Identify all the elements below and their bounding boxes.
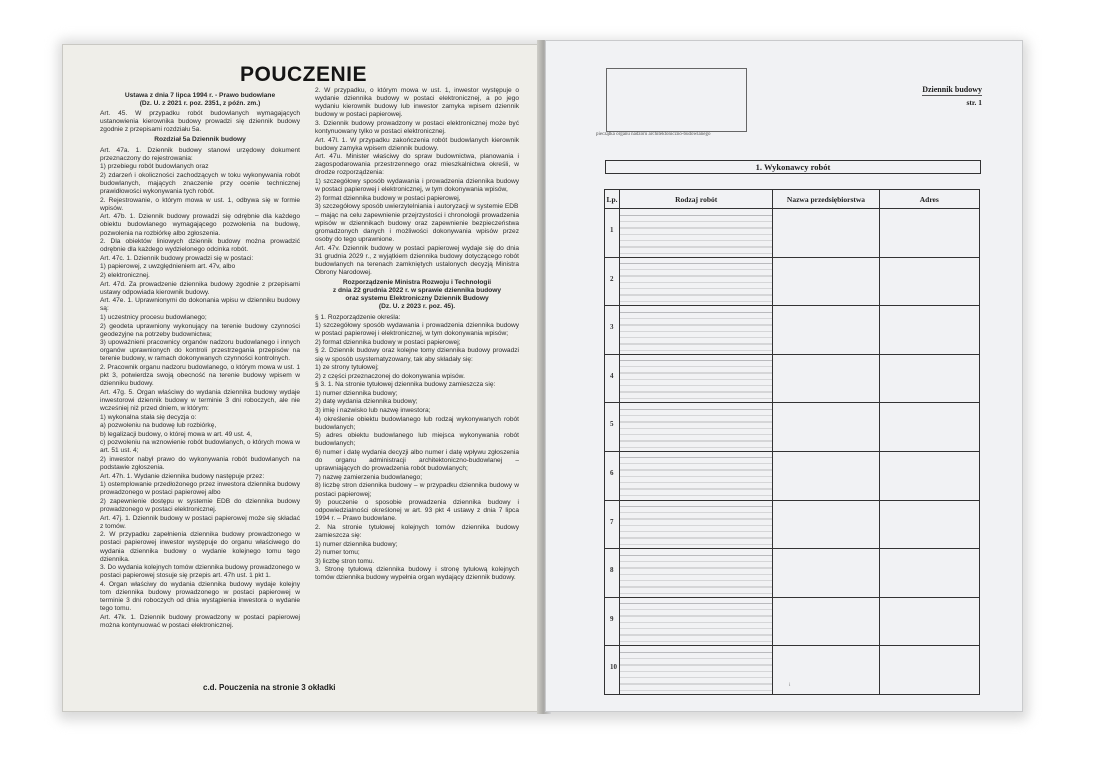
table-row bbox=[605, 257, 980, 306]
company-cell[interactable] bbox=[773, 209, 879, 258]
paragraph: 2. Rejestrowanie, o którym mowa w ust. 1, odbywa się w formie wpisów. bbox=[100, 196, 300, 212]
paragraph: b) legalizacji budowy, o której mowa w art. 49 ust. 4, bbox=[100, 430, 252, 438]
paragraph: 3) liczbę stron tomu. bbox=[315, 557, 375, 565]
col-header-address: Adres bbox=[879, 190, 980, 209]
paragraph: 2. Na stronie tytułowej kolejnych tomów dziennika budowy zamieszcza się: bbox=[315, 523, 519, 539]
paragraph: a) pozwoleniu na budowę lub rozbiórkę, bbox=[100, 422, 217, 430]
paragraph: § 1. Rozporządzenie określa: bbox=[315, 313, 401, 321]
paragraph: 2) zapewnienie dostępu w systemie EDB do dziennika budowy prowadzonego w postaci elektronicznej. bbox=[100, 498, 300, 514]
paragraph: 2. W przypadku zapełnienia dziennika budowy prowadzonego w postaci papierowej inwestor występuje do organu właściwego do wydania dziennika budowy o wydanie kolejnego tomu tego dziennika. bbox=[100, 531, 300, 563]
paragraph: 4) określenie obiektu budowlanego lub rodzaj wykonywanych robót budowlanych; bbox=[315, 415, 519, 431]
row-number: 2 bbox=[610, 274, 614, 283]
table-row bbox=[605, 451, 980, 500]
paragraph: 3. Do wydania kolejnych tomów dziennika budowy prowadzonego w postaci papierowej stosuje się przepis art. 47h ust. 1 pkt 1. bbox=[100, 564, 300, 580]
row-number: 4 bbox=[610, 371, 614, 380]
paragraph: § 2. Dziennik budowy oraz kolejne tomy dziennika budowy prowadzi się w sposób usystematyzowany, tak aby składały się: bbox=[315, 347, 519, 363]
continuation-note: c.d. Pouczenia na stronie 3 okładki bbox=[203, 683, 336, 692]
paragraph: 1) papierowej, z uwzględnieniem art. 47v, albo bbox=[100, 263, 236, 271]
company-cell[interactable] bbox=[773, 403, 879, 452]
works-cell[interactable] bbox=[619, 354, 773, 403]
paragraph: 8) liczbę stron dziennika budowy – w przypadku dziennika budowy w postaci papierowej; bbox=[315, 482, 519, 498]
table-row bbox=[605, 403, 980, 452]
paragraph: 2) format dziennika budowy w postaci papierowej, bbox=[315, 194, 461, 202]
works-cell[interactable] bbox=[619, 500, 773, 549]
company-cell[interactable] bbox=[773, 306, 879, 355]
address-cell[interactable] bbox=[879, 451, 980, 500]
works-cell[interactable] bbox=[619, 209, 773, 258]
address-cell[interactable] bbox=[879, 597, 980, 646]
address-cell[interactable] bbox=[879, 549, 980, 598]
row-number: 9 bbox=[610, 614, 614, 623]
paragraph: Art. 47g. 5. Organ właściwy do wydania dziennika budowy wydaje inwestorowi dziennik budowy w terminie 3 dni roboczych, ale nie wcześniej niż przed dniem, w którym: bbox=[100, 388, 300, 412]
row-number-cell bbox=[605, 646, 620, 695]
paragraph: Art. 47k. 1. Dziennik budowy prowadzony w postaci papierowej można kontynuować w postaci elektronicznej. bbox=[100, 613, 300, 629]
row-number-cell bbox=[605, 257, 620, 306]
paragraph: 1) przebiegu robót budowlanych oraz bbox=[100, 163, 209, 171]
company-cell[interactable] bbox=[773, 597, 879, 646]
paragraph: 6) numer i datę wydania decyzji albo numer i datę wpływu zgłoszenia do organu administracji architektoniczno-budowlanej – uprawniających do prowadzenia robót budowlanych; bbox=[315, 449, 519, 473]
paragraph: 2) z części przeznaczonej do dokonywania wpisów. bbox=[315, 372, 465, 380]
address-cell[interactable] bbox=[879, 354, 980, 403]
row-number-cell bbox=[605, 451, 620, 500]
row-number: 10 bbox=[610, 663, 617, 672]
paragraph: 1) szczegółowy sposób wydawania i prowadzenia dziennika budowy w postaci papierowej i elektronicznej, w tym dokonywania wpisów; bbox=[315, 322, 519, 338]
paragraph: Art. 47h. 1. Wydanie dziennika budowy następuje przez: bbox=[100, 472, 265, 480]
row-number: 8 bbox=[610, 566, 614, 575]
company-cell[interactable] bbox=[773, 549, 879, 598]
paragraph: 5) adres obiektu budowlanego lub miejsca wykonywania robót budowlanych; bbox=[315, 432, 519, 448]
row-number-cell bbox=[605, 500, 620, 549]
paragraph: 3. Dziennik budowy prowadzony w postaci elektronicznej może być kontynuowany tylko w postaci elektronicznej. bbox=[315, 119, 519, 135]
stamp-box bbox=[606, 68, 747, 132]
address-cell[interactable] bbox=[879, 500, 980, 549]
journal-title bbox=[922, 85, 982, 96]
works-cell[interactable] bbox=[619, 549, 773, 598]
paragraph: 1) numer dziennika budowy; bbox=[315, 540, 398, 548]
works-cell[interactable] bbox=[619, 451, 773, 500]
paragraph: Art. 47v. Dziennik budowy w postaci papierowej wydaje się do dnia 31 grudnia 2029 r., z wyjątkiem dziennika budowy dotyczącego robót budowlanych na terenach zamkniętych ustalonych decyzją Ministra Obrony Narodowej. bbox=[315, 244, 519, 277]
works-cell[interactable] bbox=[619, 646, 773, 695]
row-number-cell bbox=[605, 549, 620, 598]
page-title: POUCZENIE bbox=[239, 63, 367, 86]
table-header-row bbox=[605, 190, 980, 209]
paragraph: 4. Organ właściwy do wydania dziennika budowy wydaje kolejny tom dziennika budowy prowadzonego w postaci papierowej w terminie 3 dni roboczych od dnia wystąpienia inwestora o wydanie tego tomu. bbox=[100, 580, 300, 613]
paragraph: 1) szczegółowy sposób wydawania i prowadzenia dziennika budowy w postaci papierowej i elektronicznej, w tym dokonywania wpisów, bbox=[315, 178, 519, 194]
col-header-company: Nazwa przedsiębiorstwa bbox=[773, 190, 879, 209]
address-cell[interactable] bbox=[879, 306, 980, 355]
title-underline bbox=[922, 95, 982, 96]
paragraph: Art. 47u. Minister właściwy do spraw budownictwa, planowania i zagospodarowania przestrzennego oraz mieszkalnictwa określi, w drodze rozporządzenia: bbox=[315, 153, 519, 177]
paragraph: 2) inwestor nabył prawo do wykonywania robót budowlanych na podstawie zgłoszenia. bbox=[100, 456, 300, 472]
paragraph: 3) imię i nazwisko lub nazwę inwestora; bbox=[315, 407, 431, 415]
paragraph: 3) upoważnieni pracownicy organów nadzoru budowlanego i innych organów uprawnionych do kontroli przestrzegania przepisów na terenie budowy, w ramach dokonywanych czynności kontrolnych. bbox=[100, 339, 300, 363]
paragraph: 1) wykonalna stała się decyzja o: bbox=[100, 413, 197, 421]
paragraph: 2. W przypadku, o którym mowa w ust. 1, inwestor występuje o wydanie dziennika budowy w postaci elektronicznej, a po jego wydaniu kierownik budowy lub inwestor zamyka wpisem dziennik budowy w postaci papierowej. bbox=[315, 87, 519, 119]
row-number-cell bbox=[605, 306, 620, 355]
paragraph: 1) uczestnicy procesu budowlanego; bbox=[100, 313, 207, 321]
paragraph: Art. 47j. 1. Dziennik budowy w postaci papierowej może się składać z tomów. bbox=[100, 514, 300, 530]
paragraph: 3. Stronę tytułową dziennika budowy i stronę tytułową kolejnych tomów dziennika budowy wypełnia organ wydający dziennik budowy. bbox=[315, 566, 519, 582]
paragraph: 2. Pracownik organu nadzoru budowlanego, o którym mowa w ust. 1 pkt 3, potwierdza swoją obecność na terenie budowy wpisem w dzienniku budowy. bbox=[100, 364, 300, 388]
row-number-cell bbox=[605, 597, 620, 646]
paragraph: 2) zdarzeń i okoliczności zachodzących w toku wykonywania robót budowlanych, mających znaczenie przy ocenie technicznej prawidłowości wykonywania tych robót. bbox=[100, 171, 300, 196]
paragraph: Art. 47l. 1. W przypadku zakończenia robót budowlanych kierownik budowy zamyka wpisem dziennik budowy. bbox=[315, 136, 519, 152]
works-cell[interactable] bbox=[619, 597, 773, 646]
row-number: 7 bbox=[610, 517, 614, 526]
paragraph: 2) datę wydania dziennika budowy; bbox=[315, 398, 418, 406]
paragraph: Ustawa z dnia 7 lipca 1994 r. - Prawo budowlane (Dz. U. z 2021 r. poz. 2351, z późn. zm.) bbox=[124, 92, 276, 108]
paragraph: 1) numer dziennika budowy; bbox=[315, 389, 398, 397]
col-header-lp: Lp. bbox=[605, 190, 620, 209]
works-cell[interactable] bbox=[619, 306, 773, 355]
company-cell[interactable] bbox=[773, 500, 879, 549]
company-cell[interactable] bbox=[773, 257, 879, 306]
works-cell[interactable] bbox=[619, 403, 773, 452]
page-mark: i bbox=[789, 683, 791, 688]
stamp-caption: pieczątka organu nadzoru architektoniczno-budowlanego bbox=[596, 132, 711, 137]
right-page bbox=[545, 40, 1023, 712]
row-number: 5 bbox=[610, 420, 614, 429]
paragraph: Rozdział 5a Dziennik budowy bbox=[154, 136, 246, 144]
table-row bbox=[605, 209, 980, 258]
row-number: 6 bbox=[610, 468, 614, 477]
paragraph: Art. 47b. 1. Dziennik budowy prowadzi się odrębnie dla każdego obiektu budowlanego wymagającego pozwolenia na budowę, pozwolenia na rozbiórkę albo zgłoszenia. bbox=[100, 213, 300, 237]
paragraph: Art. 45. W przypadku robót budowlanych wymagających ustanowienia kierownika budowy prowadzi się dziennik budowy zgodnie z przepisami rozdziału 5a. bbox=[100, 110, 300, 134]
paragraph: 1) ze strony tytułowej; bbox=[315, 364, 379, 372]
contractors-table bbox=[604, 189, 980, 695]
paragraph: Art. 47d. Za prowadzenie dziennika budowy zgodnie z przepisami ustawy odpowiada kierownik budowy. bbox=[100, 280, 300, 296]
table-row bbox=[605, 354, 980, 403]
company-cell[interactable] bbox=[773, 354, 879, 403]
paragraph: § 3. 1. Na stronie tytułowej dziennika budowy zamieszcza się: bbox=[315, 381, 496, 389]
table-row bbox=[605, 549, 980, 598]
paragraph: 2. Dla obiektów liniowych dziennik budowy można prowadzić odrębnie dla każdego wydzielonego odcinka robót. bbox=[100, 238, 300, 254]
paragraph: – mając na celu zapewnienie przejrzystości i chronologii prowadzenia wpisów w dziennikach budowy oraz zapewnienie bezpieczeństwa gromadzonych danych i możliwości dokonywania wpisów przez osoby do tego uprawnione. bbox=[315, 211, 519, 244]
paragraph: 9) pouczenie o sposobie prowadzenia dziennika budowy i odpowiedzialności określonej w art. 93 pkt 4 ustawy z dnia 7 lipca 1994 r. – Prawo budowlane. bbox=[315, 499, 519, 523]
section-title: 1. Wykonawcy robót bbox=[605, 160, 981, 174]
left-page bbox=[62, 44, 543, 712]
right-text-column bbox=[315, 87, 519, 687]
paragraph: 2) numer tomu; bbox=[315, 549, 360, 557]
works-cell[interactable] bbox=[619, 257, 773, 306]
paragraph: Art. 47a. 1. Dziennik budowy stanowi urzędowy dokument przeznaczony do rejestrowania: bbox=[100, 146, 300, 162]
paragraph: 2) geodeta uprawniony wykonujący na terenie budowy czynności geodezyjne na potrzeby budownictwa; bbox=[100, 322, 300, 338]
col-header-works: Rodzaj robót bbox=[619, 190, 773, 209]
address-cell[interactable] bbox=[879, 257, 980, 306]
company-cell[interactable] bbox=[773, 451, 879, 500]
table-row bbox=[605, 306, 980, 355]
address-cell[interactable] bbox=[879, 403, 980, 452]
page-number: str. 1 bbox=[966, 98, 982, 107]
paragraph: 2) elektronicznej. bbox=[100, 271, 150, 279]
paragraph: 1) ostemplowanie przedłożonego przez inwestora dziennika budowy prowadzonego w postaci papierowej albo bbox=[100, 481, 300, 497]
paragraph: Art. 47c. 1. Dziennik budowy prowadzi się w postaci: bbox=[100, 254, 254, 262]
row-number-cell bbox=[605, 354, 620, 403]
address-cell[interactable] bbox=[879, 646, 980, 695]
table-row bbox=[605, 500, 980, 549]
paragraph: Art. 47e. 1. Uprawnionymi do dokonania wpisu w dzienniku budowy są: bbox=[100, 297, 300, 313]
paragraph: 3) szczegółowy sposób uwierzytelniania i autoryzacji w systemie EDB bbox=[315, 203, 519, 211]
paragraph: 2) format dziennika budowy w postaci papierowej; bbox=[315, 338, 461, 346]
journal-title-text: Dziennik budowy bbox=[922, 85, 982, 94]
paragraph: Rozporządzenie Ministra Rozwoju i Technologii z dnia 22 grudnia 2022 r. w sprawie dziennika budowy oraz systemu Elektroniczny Dziennik Budowy (Dz. U. z 2023 r. poz. 45). bbox=[332, 279, 502, 311]
address-cell[interactable] bbox=[879, 209, 980, 258]
paragraph: c) pozwoleniu na wznowienie robót budowlanych, o których mowa w art. 51 ust. 4; bbox=[100, 439, 300, 455]
row-number: 1 bbox=[610, 226, 614, 234]
row-number-cell bbox=[605, 209, 620, 258]
row-number: 3 bbox=[610, 323, 614, 332]
table-row bbox=[605, 646, 980, 695]
left-text-column bbox=[100, 90, 300, 690]
row-number-cell bbox=[605, 403, 620, 452]
table-row bbox=[605, 597, 980, 646]
paragraph: 7) nazwę zamierzenia budowlanego; bbox=[315, 473, 423, 481]
